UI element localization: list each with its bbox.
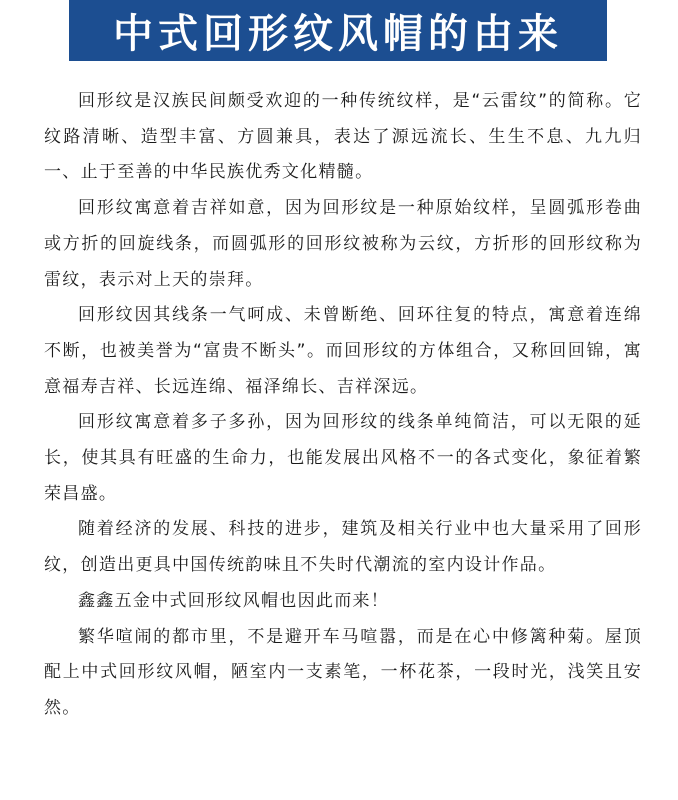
paragraph-intro: 回形纹是汉族民间颇受欢迎的一种传统纹样，是“云雷纹”的简称。它纹路清晰、造型丰富、方圆兼具，表达了源远流长、生生不息、九九归一、止于至善的中华民族优秀文化精髓。	[44, 91, 642, 183]
paragraph-modern-usage: 随着经济的发展、科技的进步，建筑及相关行业中也大量采用了回形纹，创造出更具中国传统韵味且不失时代潮流的室内设计作品。	[44, 519, 642, 576]
paragraph-product-origin: 鑫鑫五金中式回形纹风帽也因此而来！	[78, 590, 390, 611]
article-body	[44, 84, 642, 727]
paragraph-meaning-prosperity: 回形纹寓意着多子多孙，因为回形纹的线条单纯简洁，可以无限的延长，使其具有旺盛的生命力，也能发展出风格不一的各式变化，象征着繁荣昌盛。	[44, 412, 642, 504]
page-title: 中式回形纹风帽的由来	[113, 11, 563, 57]
paragraph-meaning-auspicious: 回形纹寓意着吉祥如意，因为回形纹是一种原始纹样，呈圆弧形卷曲或方折的回旋线条，而圆弧形的回形纹被称为云纹，方折形的回形纹称为雷纹，表示对上天的崇拜。	[44, 198, 642, 290]
paragraph-meaning-continuity: 回形纹因其线条一气呵成、未曾断绝、回环往复的特点，寓意着连绵不断，也被美誉为“富贵不断头”。而回形纹的方体组合，又称回回锦，寓意福寿吉祥、长远连绵、福泽绵长、吉祥深远。	[44, 305, 642, 397]
title-banner	[69, 0, 607, 61]
paragraph-closing: 繁华喧闹的都市里，不是避开车马喧嚣，而是在心中修篱种菊。屋顶配上中式回形纹风帽，陋室内一支素笔，一杯花茶，一段时光，浅笑且安然。	[44, 626, 642, 718]
